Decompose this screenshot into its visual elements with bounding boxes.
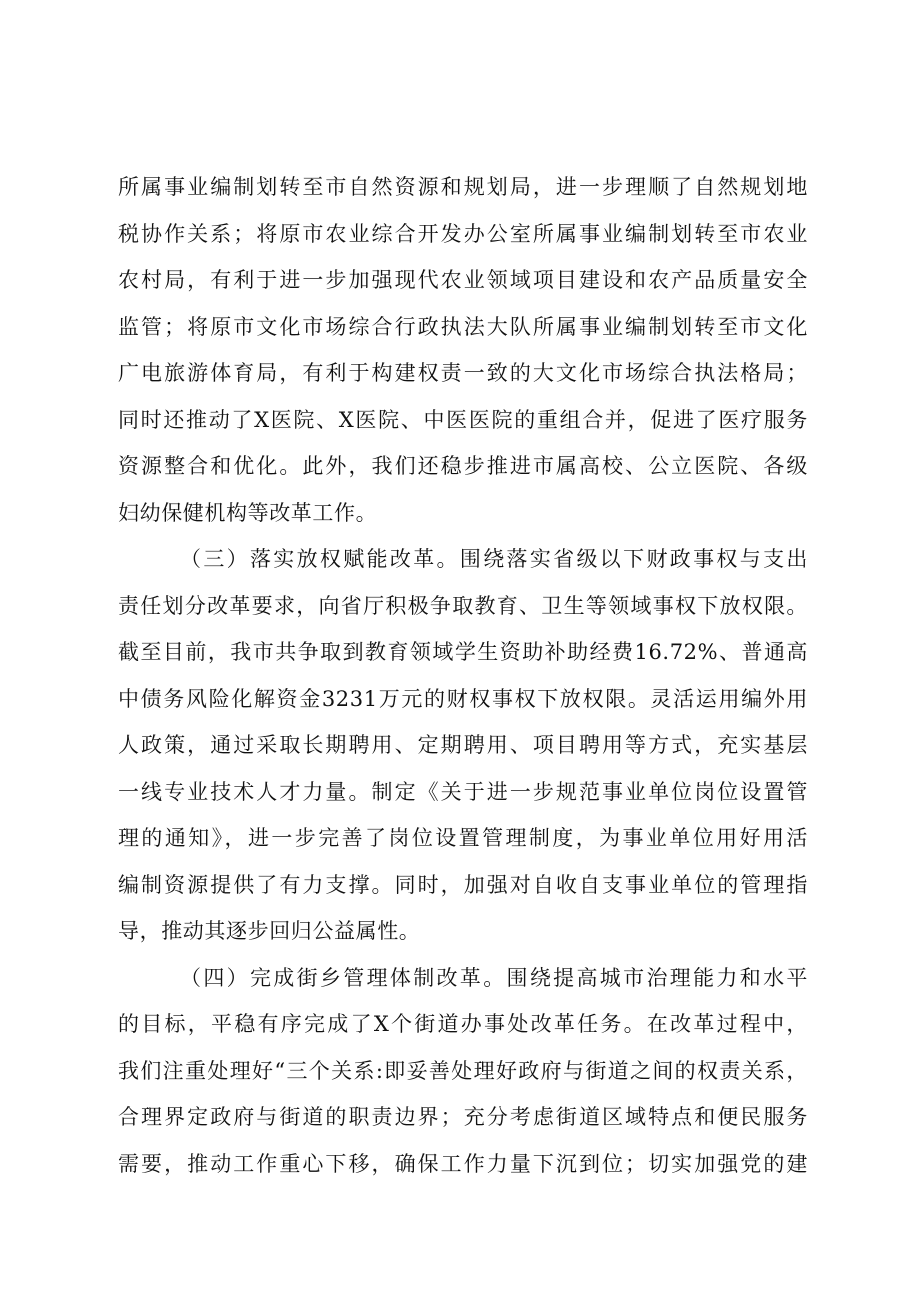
body-line-11: 截至目前，我市共争取到教育领域学生资助补助经费16.72%、普通高: [118, 640, 808, 664]
body-line-2: 税协作关系；将原市农业综合开发办公室所属事业编制划转至市农业: [118, 221, 808, 246]
body-line-15: 理的通知》，进一步完善了岗位设置管理制度，为事业单位用好用活: [118, 826, 808, 850]
body-line-16: 编制资源提供了有力支撑。同时，加强对自收自支事业单位的管理指: [118, 872, 808, 897]
body-line-8: 妇幼保健机构等改革工作。: [118, 500, 378, 525]
body-line-20: 我们注重处理好“三个关系:即妥善处理好政府与街道之间的权责关系，: [118, 1058, 808, 1083]
body-line-1: 所属事业编制划转至市自然资源和规划局，进一步理顺了自然规划地: [118, 175, 808, 199]
body-line-4: 监管；将原市文化市场综合行政执法大队所属事业编制划转至市文化: [118, 314, 808, 339]
section-three-heading-line: （三）落实放权赋能改革。围绕落实省级以下财政事权与支出: [180, 547, 808, 571]
body-line-3: 农村局，有利于进一步加强现代农业领域项目建设和农产品质量安全: [118, 268, 808, 292]
body-line-12: 中债务风险化解资金3231万元的财权事权下放权限。灵活运用编外用: [118, 686, 808, 711]
section-four-heading-line: （四）完成街乡管理体制改革。围绕提高城市治理能力和水平: [180, 965, 808, 990]
body-line-5: 广电旅游体育局，有利于构建权责一致的大文化市场综合执法格局；: [118, 361, 808, 385]
body-line-19: 的目标，平稳有序完成了X个街道办事处改革任务。在改革过程中，: [118, 1012, 808, 1036]
body-line-13: 人政策，通过采取长期聘用、定期聘用、项目聘用等方式，充实基层: [118, 733, 808, 757]
body-line-21: 合理界定政府与街道的职责边界；充分考虑街道区域特点和便民服务: [118, 1105, 808, 1129]
body-line-22: 需要，推动工作重心下移，确保工作力量下沉到位；切实加强党的建: [118, 1151, 808, 1176]
body-line-6: 同时还推动了X医院、X医院、中医医院的重组合并，促进了医疗服务: [118, 407, 808, 432]
body-line-17: 导，推动其逐步回归公益属性。: [118, 919, 421, 943]
body-line-14: 一线专业技术人才力量。制定《关于进一步规范事业单位岗位设置管: [118, 779, 808, 804]
document-body: [118, 164, 808, 1187]
body-line-10: 责任划分改革要求，向省厅积极争取教育、卫生等领域事权下放权限。: [118, 593, 808, 618]
body-line-7: 资源整合和优化。此外，我们还稳步推进市属高校、公立医院、各级: [118, 454, 808, 478]
